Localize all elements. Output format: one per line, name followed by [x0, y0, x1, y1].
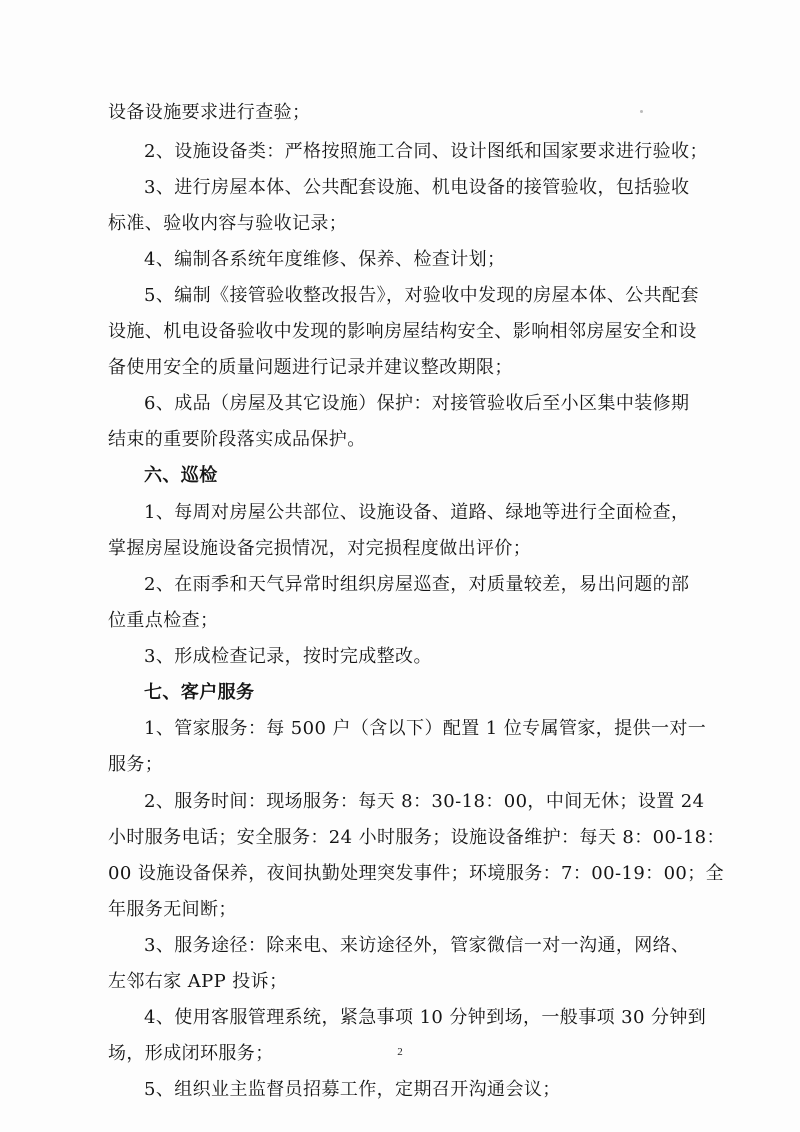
- text-line: 备使用安全的质量问题进行记录并建议整改期限；: [108, 357, 513, 378]
- text-line: 4、使用客服管理系统，紧急事项 10 分钟到场，一般事项 30 分钟到: [144, 1007, 707, 1028]
- text-line: 设施、机电设备验收中发现的影响房屋结构安全、影响相邻房屋安全和设: [108, 321, 697, 342]
- page-number: 2: [397, 1046, 403, 1058]
- text-line: 1、管家服务：每 500 户（含以下）配置 1 位专属管家，提供一对一: [144, 718, 707, 739]
- text-line: 6、成品（房屋及其它设施）保护：对接管验收后至小区集中装修期: [144, 393, 690, 414]
- text-line: 设备设施要求进行查验；: [108, 102, 311, 123]
- text-line: 2、服务时间：现场服务：每天 8：30-18：00，中间无休；设置 24: [144, 791, 705, 812]
- text-line: 2、设施设备类：严格按照施工合同、设计图纸和国家要求进行验收；: [144, 141, 708, 162]
- text-line: 年服务无间断；: [108, 899, 237, 920]
- text-line: 小时服务电话；安全服务：24 小时服务；设施设备维护：每天 8：00-18：: [108, 827, 725, 848]
- text-line: 3、形成检查记录，按时完成整改。: [144, 646, 432, 667]
- text-line: 4、编制各系统年度维修、保养、检查计划；: [144, 249, 506, 270]
- scan-speck: [640, 110, 643, 113]
- text-line: 2、在雨季和天气异常时组织房屋巡查，对质量较差，易出问题的部: [144, 574, 690, 595]
- text-line: 1、每周对房屋公共部位、设施设备、道路、绿地等进行全面检查，: [144, 502, 690, 523]
- text-line: 场，形成闭环服务；: [108, 1043, 274, 1064]
- text-line: 5、编制《接管验收整改报告》，对验收中发现的房屋本体、公共配套: [144, 285, 699, 306]
- text-line: 5、组织业主监督员招募工作，定期召开沟通会议；: [144, 1079, 561, 1100]
- text-line: 服务；: [108, 754, 164, 775]
- text-line: 结束的重要阶段落实成品保护。: [108, 429, 366, 450]
- text-line: 00 设施设备保养，夜间执勤处理突发事件；环境服务：7：00-19：00；全: [108, 863, 725, 884]
- section-heading: 七、客户服务: [144, 682, 255, 703]
- section-heading: 六、巡检: [144, 465, 218, 486]
- text-line: 位重点检查；: [108, 610, 219, 631]
- text-line: 3、进行房屋本体、公共配套设施、机电设备的接管验收，包括验收: [144, 177, 690, 198]
- text-line: 掌握房屋设施设备完损情况，对完损程度做出评价；: [108, 538, 532, 559]
- text-line: 3、服务途径：除来电、来访途径外，管家微信一对一沟通，网络、: [144, 935, 690, 956]
- text-line: 左邻右家 APP 投诉；: [108, 971, 288, 992]
- text-line: 标准、验收内容与验收记录；: [108, 213, 348, 234]
